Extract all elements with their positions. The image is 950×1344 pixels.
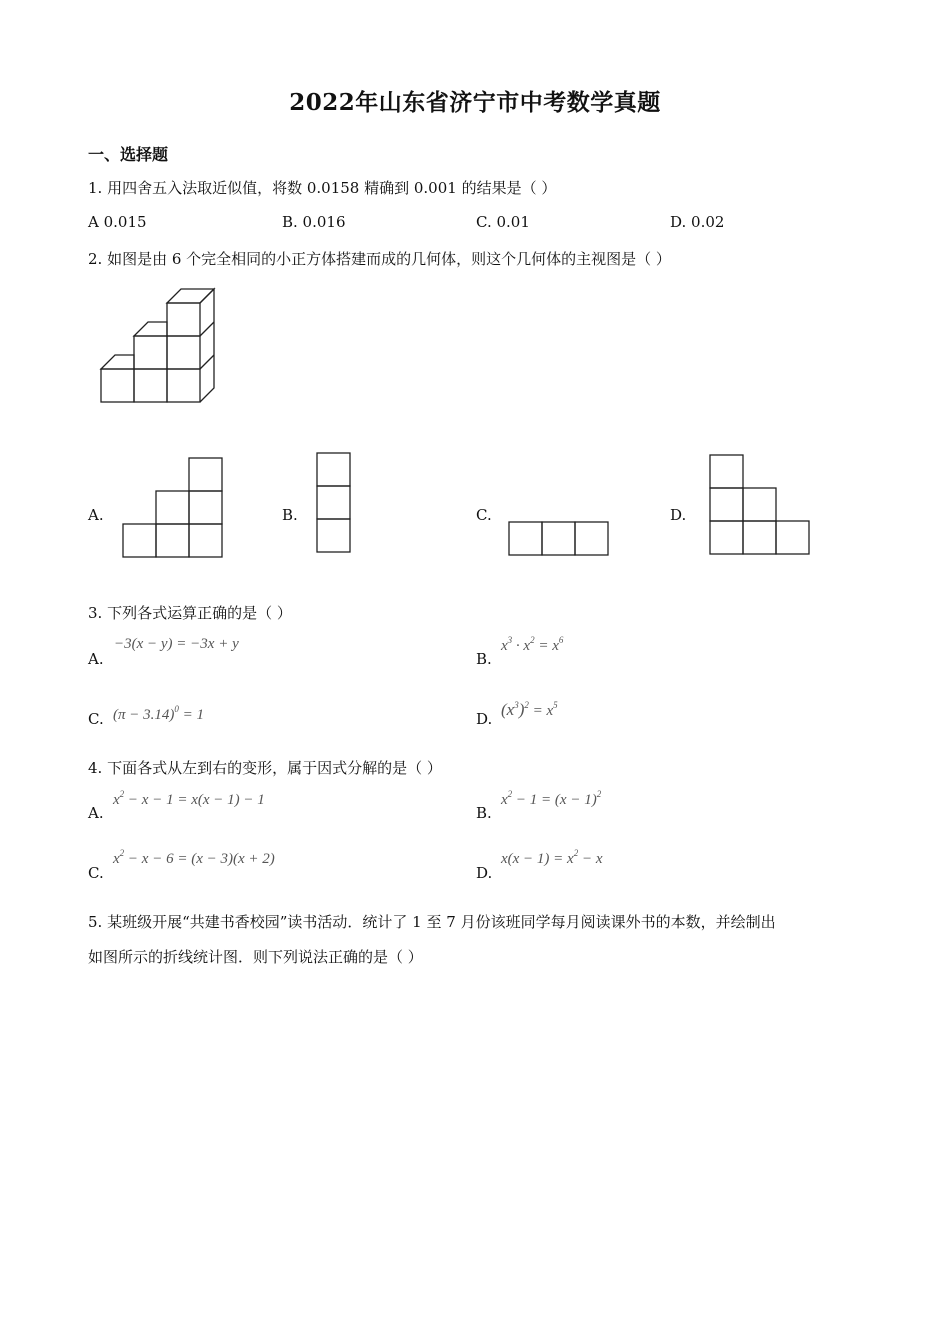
q3-option-d-expr: $(x^3)^2 = x^5$ xyxy=(501,700,558,719)
page-title: 2022年山东省济宁市中考数学真题 xyxy=(289,89,661,116)
q3-option-c-label: C. xyxy=(88,710,104,728)
q4-option-a-expr: $x^2 - x - 1 = x(x - 1) - 1$ xyxy=(113,789,265,808)
q3-option-a-label: A. xyxy=(88,650,104,668)
q2-option-b-label: B. xyxy=(282,506,298,524)
q2-option-a-figure xyxy=(122,458,224,558)
q2-option-d-label: D. xyxy=(670,506,687,524)
question-5-stem-line2: 如图所示的折线统计图．则下列说法正确的是（ ） xyxy=(88,948,423,966)
question-2-stem: 2. 如图是由 6 个完全相同的小正方体搭建而成的几何体，则这个几何体的主视图是（ ） xyxy=(88,250,671,268)
q2-option-c-figure xyxy=(508,521,610,557)
q4-option-b-expr: $x^2 - 1 = (x - 1)^2$ xyxy=(501,789,602,808)
q2-option-b-figure xyxy=(316,453,352,553)
q4-option-c-label: C. xyxy=(88,864,104,882)
q1-option-b: B. 0.016 xyxy=(282,213,346,231)
q1-option-a: A 0.015 xyxy=(88,213,147,231)
q4-option-d-label: D. xyxy=(476,864,493,882)
q4-option-d-expr: $x(x - 1) = x^2 - x$ xyxy=(501,848,603,867)
q3-option-a-expr: −3(x − y) = −3x + y xyxy=(114,636,239,652)
q1-option-d: D. 0.02 xyxy=(670,213,725,231)
q3-option-b-expr: $x^3 \cdot x^2 = x^6$ xyxy=(501,635,564,654)
section-heading: 一、选择题 xyxy=(88,145,169,164)
q4-option-a-label: A. xyxy=(88,804,104,822)
question-5-stem-line1: 5. 某班级开展“共建书香校园”读书活动．统计了 1 至 7 月份该班同学每月阅读课外书的本数，并绘制出 xyxy=(88,913,776,931)
q3-option-c-expr: $(\pi - 3.14)^0 = 1$ xyxy=(113,704,205,723)
question-3-stem: 3. 下列各式运算正确的是（ ） xyxy=(88,604,292,622)
q2-option-c-label: C. xyxy=(476,506,492,524)
question-4-stem: 4. 下面各式从左到右的变形，属于因式分解的是（ ） xyxy=(88,759,442,777)
q2-option-a-label: A. xyxy=(88,506,104,524)
q2-option-d-figure xyxy=(709,455,811,556)
q3-option-b-label: B. xyxy=(476,650,492,668)
q4-option-c-expr: $x^2 - x - 6 = (x - 3)(x + 2)$ xyxy=(113,848,275,867)
q3-option-d-label: D. xyxy=(476,710,493,728)
question-1-stem: 1. 用四舍五入法取近似值，将数 0.0158 精确到 0.001 的结果是（ ） xyxy=(88,179,557,197)
q1-option-c: C. 0.01 xyxy=(476,213,530,231)
cube-stack-figure xyxy=(95,282,225,407)
q4-option-b-label: B. xyxy=(476,804,492,822)
